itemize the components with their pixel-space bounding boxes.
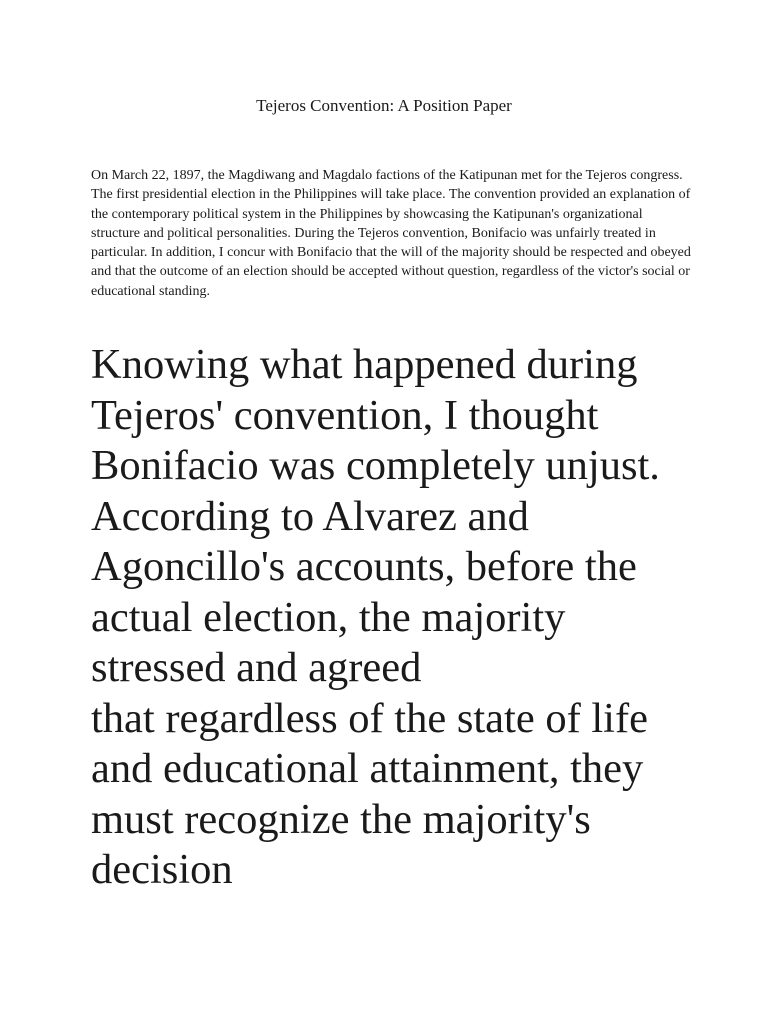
body-line: that regardless of the state of life — [91, 694, 649, 742]
body-line: and educational attainment, they — [91, 745, 644, 792]
large-body-text — [91, 340, 741, 896]
body-line: Agoncillo's accounts, before the — [91, 543, 637, 590]
body-line: must recognize the majority's — [91, 795, 591, 843]
intro-paragraph: On March 22, 1897, the Magdiwang and Magdalo factions of the Katipunan met for the Tejeros congress. The first presidential election in the Philippines will take place. The convention provided an explanation of the contemporary political system in the Philippines by showcasing the Katipunan's organizational structure and political personalities. During the Tejeros convention, Bonifacio was unfairly treated in particular. In addition, I concur with Bonifacio that the will of the majority should be respected and obeyed and that the outcome of an election should be accepted without question, regardless of the victor's social or educational standing. — [91, 168, 691, 299]
body-line: stressed and agreed — [91, 644, 422, 691]
document-title: Tejeros Convention: A Position Paper — [256, 96, 512, 115]
body-line: Knowing what happened during — [91, 341, 638, 388]
body-line: actual election, the majority — [91, 593, 566, 641]
body-line: Tejeros' convention, I thought — [91, 391, 599, 439]
body-line: Bonifacio was completely unjust. — [91, 442, 660, 489]
body-line: According to Alvarez and — [91, 492, 529, 540]
body-line: decision — [91, 846, 233, 893]
